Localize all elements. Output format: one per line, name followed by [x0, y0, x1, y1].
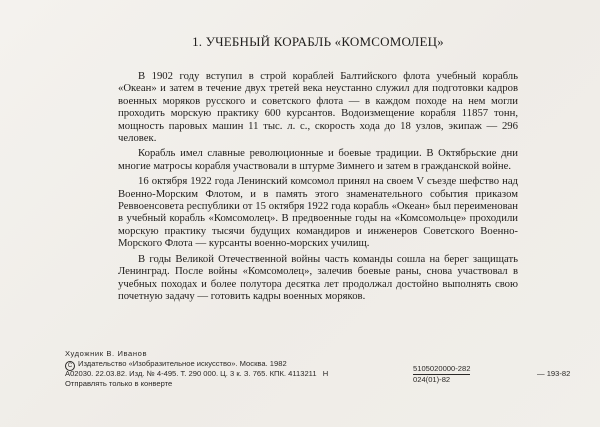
- publisher-text: Издательство «Изобразительное искусство». Москва. 1982: [78, 359, 287, 368]
- copyright-icon: С: [65, 361, 75, 371]
- fraction-numerator: 5105020000-282: [413, 364, 471, 373]
- imprint-block: [65, 349, 585, 389]
- artist-credit: Художник В. Иванов: [65, 349, 148, 358]
- catalog-fraction: [413, 364, 470, 385]
- price-code: Н: [322, 369, 329, 378]
- paragraph-4: В годы Великой Отечественной войны часть команды сошла на берег защищать Ленинград. После войны «Комсомолец», залечив боевые раны, снова участвовал в учебных походах и более полутора десятка лет продолжал достойно выполнять свою почетную задачу — готовить кадры военных моряков.: [118, 252, 518, 302]
- paragraph-1: В 1902 году вступил в строй кораблей Балтийского флота учебный корабль «Океан» и затем в течение двух третей века неустанно служил для подготовки кадров военных моряков русского и советского флота — в каждом походе на нем могли проходить морскую практику 600 курсантов. Водоизмещение корабля 11857 тонн, мощность паровых машин 11 тыс. л. с., скорость хода до 18 узлов, экипаж — 296 человек.: [118, 70, 518, 145]
- year-code: — 193-82: [537, 369, 571, 378]
- article-body: [118, 70, 518, 305]
- publisher-line: [65, 359, 585, 369]
- send-note: Отправлять только в конверте: [65, 379, 173, 388]
- fraction-denominator: 024(01)-82: [413, 375, 451, 384]
- print-details-line: [65, 369, 585, 379]
- paragraph-2: Корабль имел славные революционные и боевые традиции. В Октябрьские дни многие матросы корабля участвовали в штурме Зимнего и затем в гражданской войне.: [118, 147, 518, 172]
- print-details: А02030. 22.03.82. Изд. № 4-495. Т. 290 000. Ц. 3 к. З. 765. КПК. 4113211: [65, 369, 317, 378]
- paragraph-3: 16 октября 1922 года Ленинский комсомол принял на своем V съезде шефство над Военно-Морским Флотом, и в память этого знаменательного события приказом Реввоенсовета республики от 15 октября 1922 года корабль «Океан» был переименован в учебный корабль «Комсомолец». В предвоенные годы на «Комсомольце» проходили морскую практику тысячи будущих командиров и инженеров Советского Военно-Морского Флота — курсанты военно-морских училищ.: [118, 175, 518, 250]
- page-title: 1. УЧЕБНЫЙ КОРАБЛЬ «КОМСОМОЛЕЦ»: [192, 34, 444, 49]
